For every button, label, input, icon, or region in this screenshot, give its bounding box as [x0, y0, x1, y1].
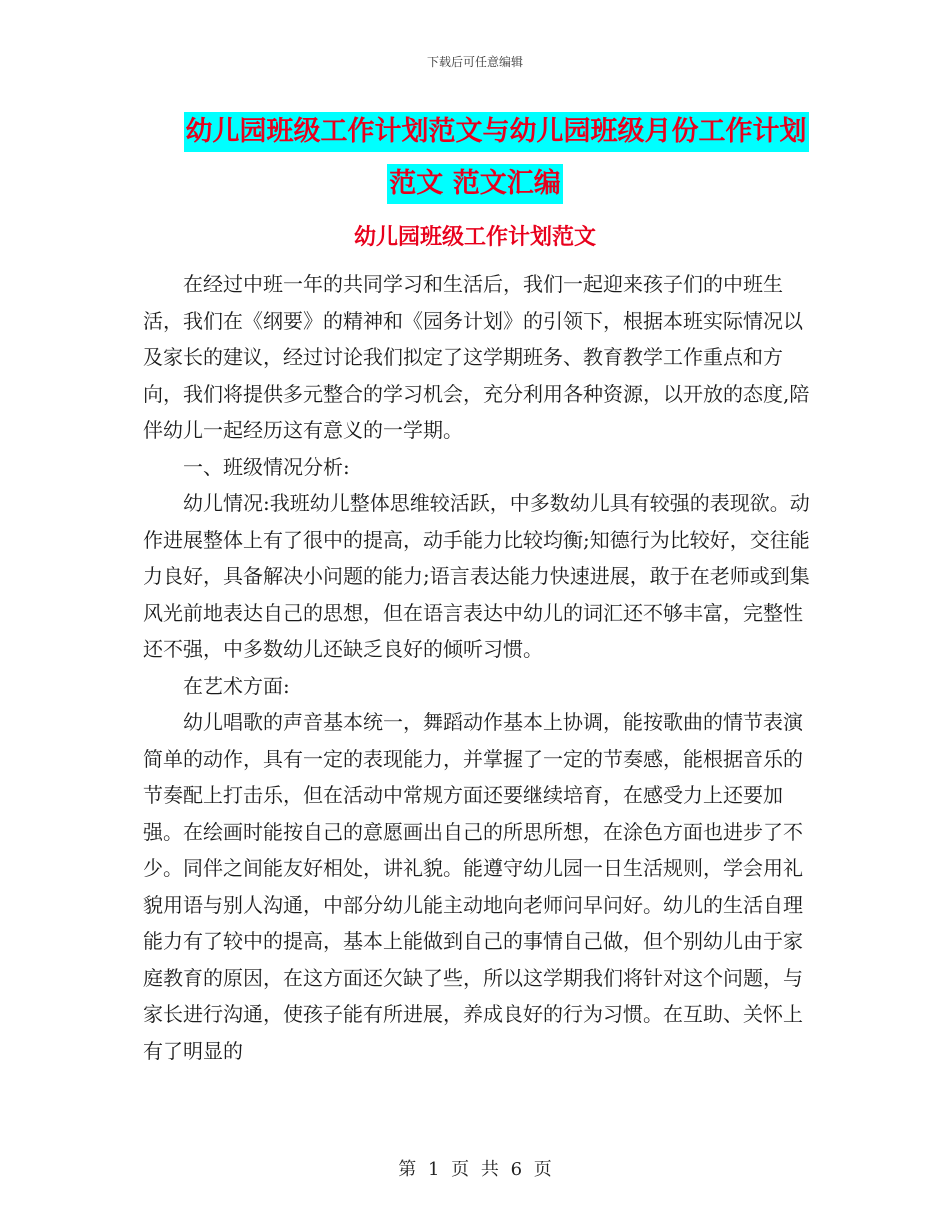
page-footer: 第 1 页 共 6 页	[398, 1159, 552, 1180]
paragraph: 幼儿唱歌的声音基本统一，舞蹈动作基本上协调，能按歌曲的情节表演简单的动作，具有一定的表现能力，并掌握了一定的节奏感，能根据音乐的节奏配上打击乐，但在活动中常规方面还要继续培育，在感受力上还要加强。在绘画时能按自己的意愿画出自己的所思所想，在涂色方面也进步了不少。同伴之间能友好相处，讲礼貌。能遵守幼儿园一日生活规则，学会用礼貌用语与别人沟通，中部分幼儿能主动地向老师问早问好。幼儿的生活自理能力有了较中的提高，基本上能做到自己的事情自己做，但个别幼儿由于家庭教育的原因，在这方面还欠缺了些，所以这学期我们将针对这个问题，与家长进行沟通，使孩子能有所进展，养成良好的行为习惯。在互助、关怀上有了明显的	[143, 710, 803, 1063]
paragraph: 一、班级情况分析:	[183, 454, 350, 479]
document-body	[143, 266, 813, 1069]
paragraph: 幼儿情况:我班幼儿整体思维较活跃，中多数幼儿具有较强的表现欲。动作进展整体上有了很中的提高，动手能力比较均衡;知德行为比较好，交往能力良好，具备解决小问题的能力;语言表达能力快速进展，敢于在老师或到集风光前地表达自己的思想，但在语言表达中幼儿的词汇还不够丰富，完整性还不强，中多数幼儿还缺乏良好的倾听习惯。	[143, 491, 810, 661]
title-line-2: 范文 范文汇编	[387, 164, 562, 204]
section-title: 幼儿园班级工作计划范文	[353, 224, 596, 250]
document-title	[0, 112, 950, 204]
paragraph: 在经过中班一年的共同学习和生活后，我们一起迎来孩子们的中班生活，我们在《纲要》的精神和《园务计划》的引领下，根据本班实际情况以及家长的建议，经过讨论我们拟定了这学期班务、教育教学工作重点和方向，我们将提供多元整合的学习机会，充分利用各种资源，以开放的态度,陪伴幼儿一起经历这有意义的一学期。	[143, 272, 810, 442]
title-line-1: 幼儿园班级工作计划范文与幼儿园班级月份工作计划	[184, 112, 809, 152]
paragraph: 在艺术方面:	[183, 673, 290, 698]
header-note: 下载后可任意编辑	[426, 55, 523, 69]
